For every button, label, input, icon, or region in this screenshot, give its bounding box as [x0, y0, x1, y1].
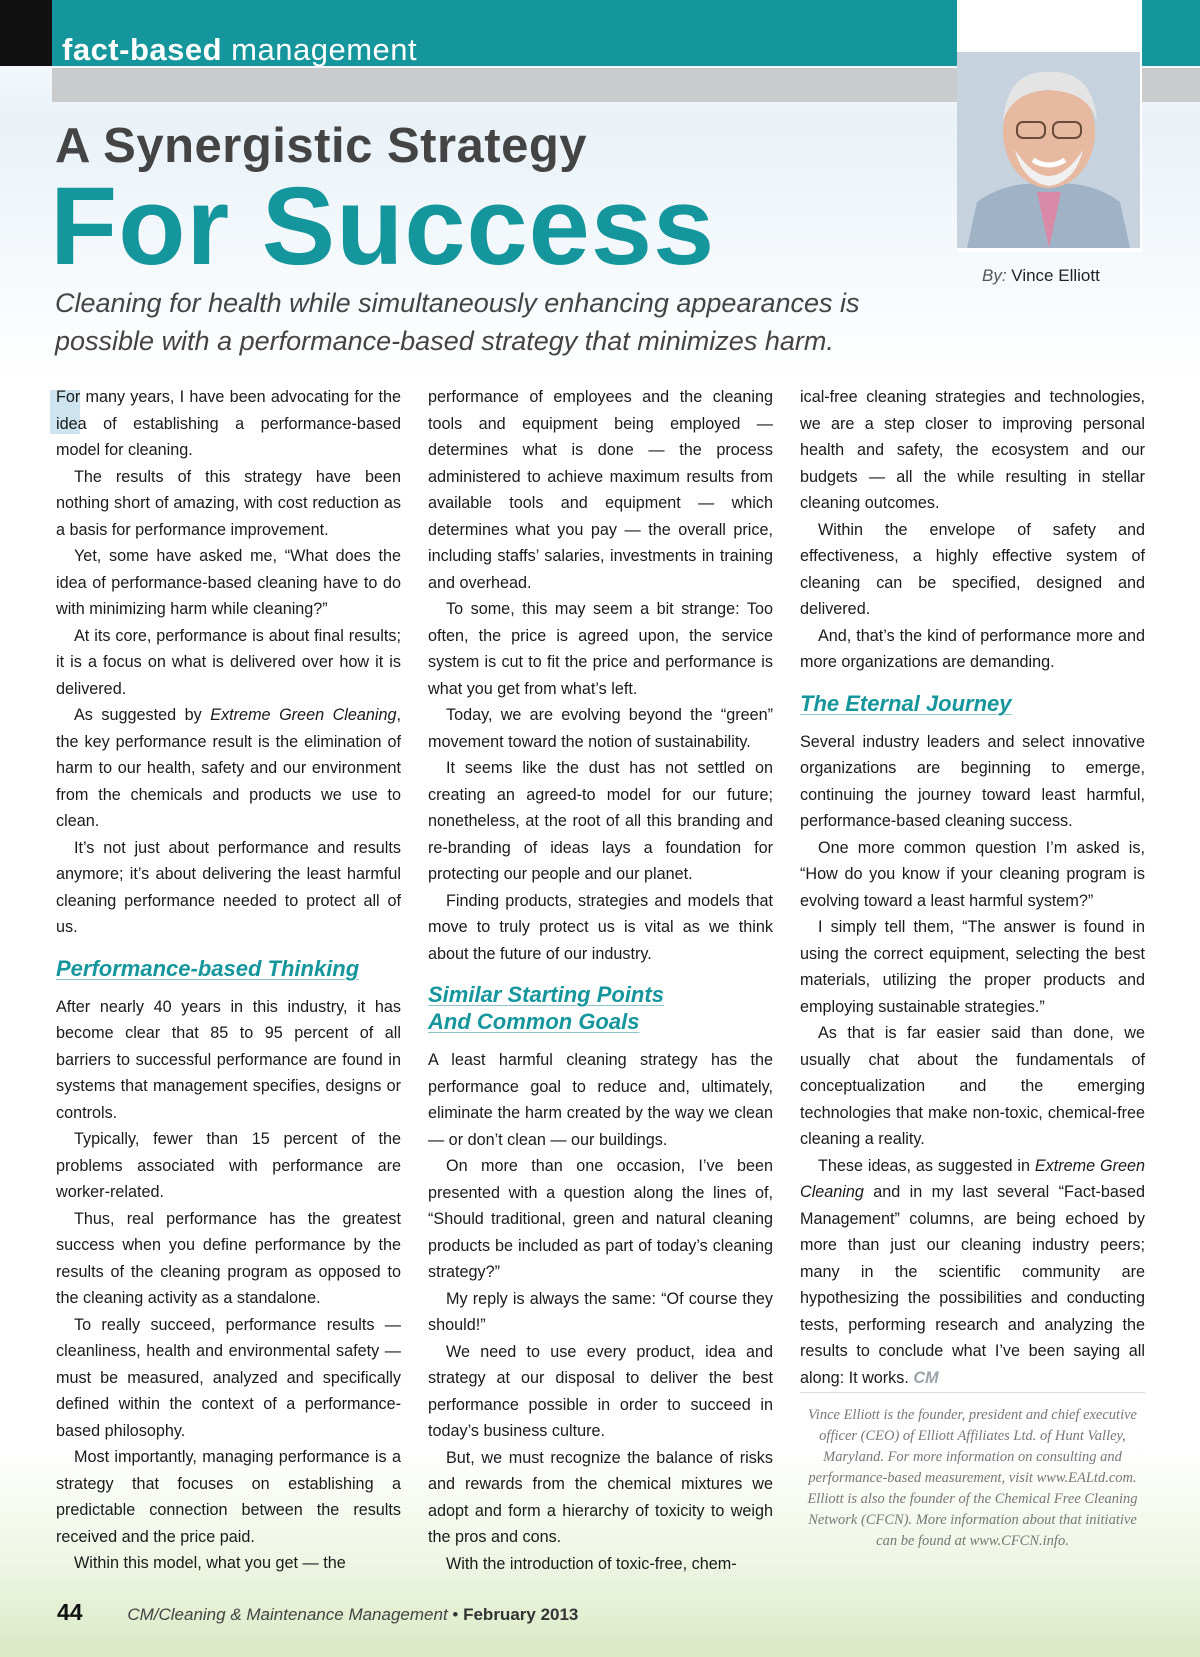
paragraph: Thus, real performance has the greatest success when you define performance by the results of the cleaning program as opposed to the cleaning activity as a standalone.: [56, 1209, 401, 1307]
paragraph: [56, 384, 401, 464]
paragraph: ical-free cleaning strategies and technologies, we are a step closer to improving personal health and safety, the ecosystem and our budgets — all the while resulting in stellar cleaning outcomes.: [800, 388, 1145, 512]
byline: [982, 266, 1100, 286]
paragraph: [800, 1153, 1145, 1392]
book-title: Extreme Green Cleaning: [210, 706, 397, 724]
paragraph: Within the envelope of safety and effectiveness, a highly effective system of cleaning can be specified, designed and delivered.: [800, 520, 1145, 618]
paragraph-text: These ideas, as suggested in: [818, 1156, 1035, 1175]
article-column-2: [428, 384, 773, 1577]
paragraph: It’s not just about performance and results anymore; it’s about delivering the least harmful cleaning performance needed to protect all of us.: [56, 838, 401, 936]
paragraph: Yet, some have asked me, “What does the idea of performance-based cleaning have to do with minimizing harm while cleaning?”: [56, 547, 401, 618]
paragraph: At its core, performance is about final results; it is a focus on what is delivered over how it is delivered.: [56, 626, 401, 698]
deck-subtitle: Cleaning for health while simultaneously enhancing appearances is possible with a performance-based strategy that minimizes harm.: [55, 288, 860, 356]
paragraph: As that is far easier said than done, we usually chat about the fundamentals of conceptualization and the emerging technologies that make non-toxic, chemical-free cleaning a reality.: [800, 1024, 1145, 1148]
article-column-1: [56, 384, 401, 1577]
byline-author: Vince Elliott: [1011, 266, 1100, 285]
page-number: 44: [57, 1599, 83, 1625]
paragraph: Today, we are evolving beyond the “green” movement toward the notion of sustainability.: [428, 706, 773, 751]
headline-line-1: A Synergistic Strategy: [55, 119, 588, 173]
dropcap-letter: F: [56, 388, 66, 406]
paragraph: The results of this strategy have been nothing short of amazing, with cost reduction as a basis for performance improvement.: [56, 467, 401, 539]
paragraph: To really succeed, performance results — cleanliness, health and environmental safety — must be measured, analyzed and specifically defined within the context of a performance-based philosophy.: [56, 1315, 401, 1440]
headline-line-2: For Success: [50, 165, 716, 288]
paragraph: I simply tell them, “The answer is found in using the correct equipment, selecting the best materials, utilizing the proper products and employing sustainable strategies.”: [800, 918, 1145, 1016]
paragraph: With the introduction of toxic-free, chem-: [446, 1554, 737, 1573]
paragraph: [56, 702, 401, 835]
subheading-line: And Common Goals: [428, 1009, 640, 1034]
paragraph: To some, this may seem a bit strange: Too often, the price is agreed upon, the service system is cut to fit the price and performance is what you get from what’s left.: [428, 600, 773, 698]
subheading-performance-based-thinking: Performance-based Thinking: [56, 955, 360, 981]
paragraph: We need to use every product, idea and strategy at our disposal to deliver the best performance possible in order to succeed in today’s business culture.: [428, 1342, 773, 1440]
page-footer: [57, 1599, 578, 1626]
paragraph: Typically, fewer than 15 percent of the problems associated with performance are worker-related.: [56, 1130, 401, 1201]
paragraph-text: and in my last several “Fact-based Management” columns, are being echoed by more than just our cleaning industry peers; many in the scientific community are hypothesizing the possibilities and conducting tests, performing research and analyzing the results to conclude what I’ve been saying all along: It works.: [800, 1183, 1145, 1387]
paragraph: One more common question I’m asked is, “How do you know if your cleaning program is evolving toward a least harmful system?”: [800, 838, 1145, 910]
book-title: Extreme Green Cleaning: [800, 1156, 1145, 1201]
paragraph-text: , the key performance result is the elimination of harm to our health, safety and our environment from the chemicals and products we use to clean.: [56, 706, 401, 830]
paragraph-text: As suggested by: [74, 706, 211, 724]
issue-date: February 2013: [463, 1605, 579, 1624]
header-black-block: [0, 0, 52, 66]
author-portrait-illustration: [957, 52, 1140, 248]
section-label: [62, 34, 417, 65]
paragraph: After nearly 40 years in this industry, it has become clear that 85 to 95 percent of all barriers to successful performance are found in systems that management specifies, designs or controls.: [56, 997, 401, 1122]
subheading-line: Similar Starting Points: [428, 982, 664, 1007]
article-column-3: [800, 384, 1145, 1391]
publication-name: CM/Cleaning & Maintenance Management: [127, 1605, 448, 1624]
author-photo: [957, 52, 1140, 248]
paragraph: And, that’s the kind of performance more and more organizations are demanding.: [800, 626, 1145, 671]
paragraph: Several industry leaders and select innovative organizations are beginning to emerge, continuing the journey toward least harmful, performance-based cleaning success.: [800, 732, 1145, 830]
end-mark: CM: [913, 1368, 939, 1387]
byline-label: By:: [982, 266, 1007, 285]
paragraph: Most importantly, managing performance is a strategy that focuses on establishing a predictable connection between the results received and the price paid.: [56, 1448, 401, 1546]
paragraph-text: or many years, I have been advocating for the idea of establishing a performance-based model for cleaning.: [56, 388, 401, 459]
author-bio: Vince Elliott is the founder, president and chief executive officer (CEO) of Elliott Affiliates Ltd. of Hunt Valley, Maryland. For more information on consulting and performance-based measurement, visit www.EALtd.com. Elliott is also the founder of the Chemical Free Cleaning Network (CFCN). More information about that initiative can be found at www.CFCN.info.: [800, 1392, 1145, 1552]
subheading-eternal-journey: The Eternal Journey: [800, 690, 1012, 716]
section-label-bold: fact-based: [62, 32, 223, 67]
paragraph: It seems like the dust has not settled on creating an agreed-to model for our future; nonetheless, at the root of all this branding and re-branding of ideas lays a foundation for protecting our people and our planet.: [428, 759, 773, 883]
paragraph: But, we must recognize the balance of risks and rewards from the chemical mixtures we adopt and form a hierarchy of toxicity to weigh the pros and cons.: [428, 1448, 773, 1546]
footer-separator: •: [452, 1605, 459, 1624]
paragraph: My reply is always the same: “Of course they should!”: [428, 1289, 773, 1334]
paragraph: performance of employees and the cleaning tools and equipment being employed — determines what is done — the process administered to achieve maximum results from available tools and equipment — which determines what you pay — the overall price, including staffs’ salaries, investments in training and overhead.: [428, 388, 773, 592]
subheading-similar-starting-points: [428, 981, 773, 1035]
section-label-light: management: [231, 32, 418, 67]
paragraph: On more than one occasion, I’ve been presented with a question along the lines of, “Should traditional, green and natural cleaning products be included as part of today’s cleaning strategy?”: [428, 1157, 773, 1281]
paragraph: Finding products, strategies and models that move to truly protect us is vital as we think about the future of our industry.: [428, 891, 773, 963]
paragraph: A least harmful cleaning strategy has the performance goal to reduce and, ultimately, eliminate the harm created by the way we clean — or don’t clean — our buildings.: [428, 1051, 773, 1149]
paragraph: Within this model, what you get — the: [74, 1554, 346, 1572]
